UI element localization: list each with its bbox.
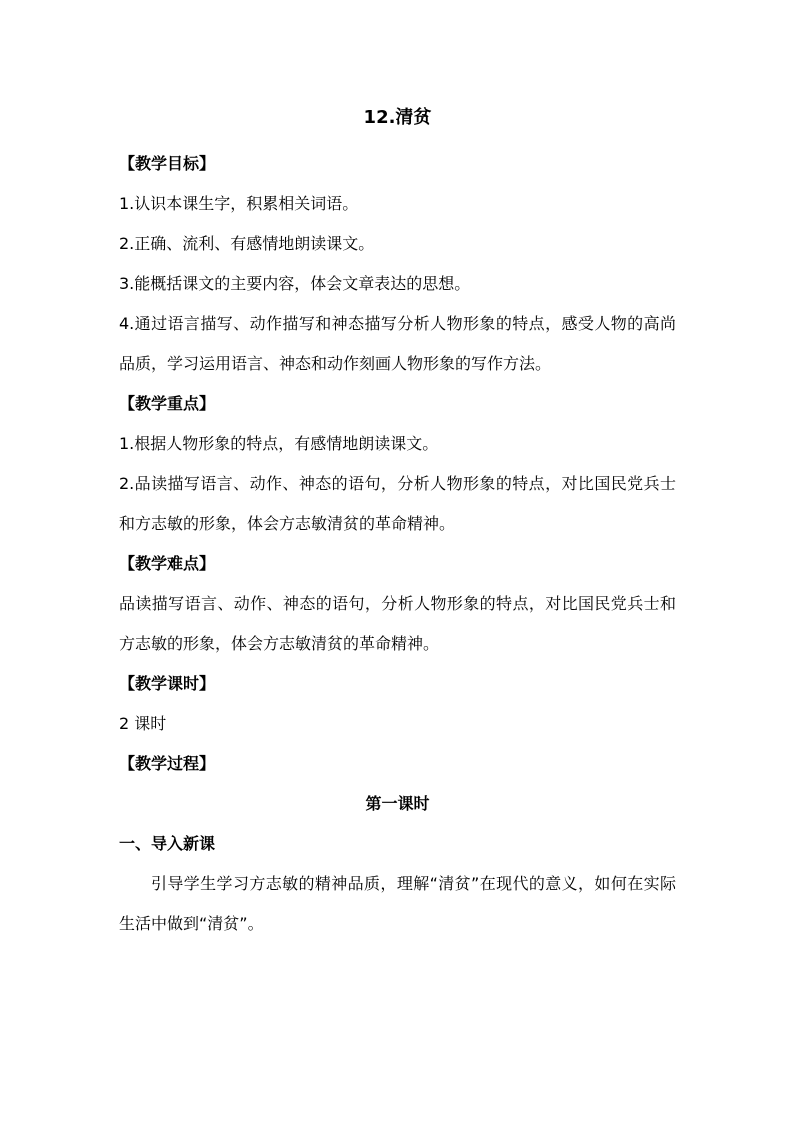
key-point-item-2: 2.品读描写语言、动作、神态的语句，分析人物形象的特点，对比国民党兵士和方志敏的形象，体会方志敏清贫的革命精神。 bbox=[119, 474, 676, 533]
step-text-intro: 引导学生学习方志敏的精神品质，理解“清贫”在现代的意义，如何在实际生活中做到“清贫”。 bbox=[119, 874, 676, 933]
objective-item-2: 2.正确、流利、有感情地朗读课文。 bbox=[119, 234, 375, 253]
section-heading-hours: 【教学课时】 bbox=[119, 674, 216, 693]
difficulties-text: 品读描写语言、动作、神态的语句，分析人物形象的特点，对比国民党兵士和方志敏的形象，体会方志敏清贫的革命精神。 bbox=[119, 594, 676, 653]
step-heading-intro: 一、导入新课 bbox=[119, 834, 216, 853]
section-heading-key-points: 【教学重点】 bbox=[119, 394, 216, 413]
lesson-title: 第一课时 bbox=[365, 794, 430, 813]
key-point-item-1: 1.根据人物形象的特点，有感情地朗读课文。 bbox=[119, 434, 439, 453]
objective-item-4: 4.通过语言描写、动作描写和神态描写分析人物形象的特点，感受人物的高尚品质，学习运用语言、神态和动作刻画人物形象的写作方法。 bbox=[119, 314, 676, 373]
section-heading-difficulties: 【教学难点】 bbox=[119, 554, 216, 573]
document-title: 12.清贫 bbox=[363, 107, 432, 128]
hours-text: 2 课时 bbox=[119, 714, 167, 733]
section-heading-process: 【教学过程】 bbox=[119, 754, 216, 773]
objective-item-1: 1.认识本课生字，积累相关词语。 bbox=[119, 194, 359, 213]
document-page bbox=[119, 102, 676, 944]
section-heading-objectives: 【教学目标】 bbox=[119, 154, 216, 173]
objective-item-3: 3.能概括课文的主要内容，体会文章表达的思想。 bbox=[119, 274, 471, 293]
